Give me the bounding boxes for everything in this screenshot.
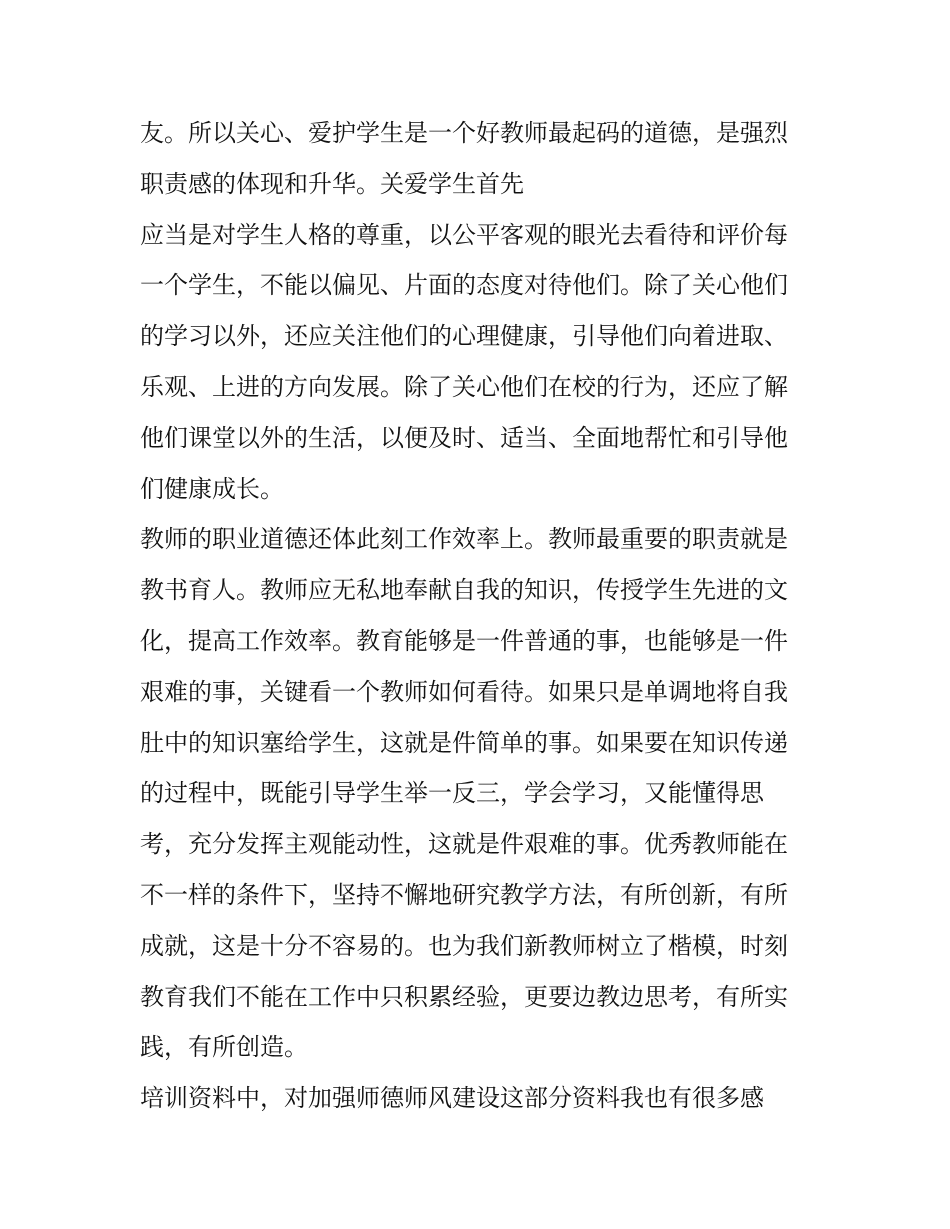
text-line: 不一样的条件下，坚持不懈地研究教学方法，有所创新，有所: [140, 880, 788, 909]
text-line: 成就，这是十分不容易的。也为我们新教师树立了楷模，时刻: [140, 931, 788, 960]
text-line: 一个学生，不能以偏见、片面的态度对待他们。除了关心他们: [140, 271, 788, 300]
text-line: 教书育人。教师应无私地奉献自我的知识，传授学生先进的文: [140, 576, 788, 605]
text-line: 们健康成长。: [140, 474, 284, 503]
text-line: 肚中的知识塞给学生，这就是件简单的事。如果要在知识传递: [140, 728, 788, 757]
text-line: 践，有所创造。: [140, 1033, 308, 1062]
text-line: 培训资料中，对加强师德师风建设这部分资料我也有很多感: [140, 1084, 764, 1113]
text-line: 艰难的事，关键看一个教师如何看待。如果只是单调地将自我: [140, 677, 788, 706]
text-line: 化，提高工作效率。教育能够是一件普通的事，也能够是一件: [140, 626, 788, 655]
text-line: 他们课堂以外的生活，以便及时、适当、全面地帮忙和引导他: [140, 423, 788, 452]
text-line: 教育我们不能在工作中只积累经验，更要边教边思考，有所实: [140, 982, 788, 1011]
text-line: 教师的职业道德还体此刻工作效率上。教师最重要的职责就是: [140, 525, 788, 554]
text-line: 应当是对学生人格的尊重，以公平客观的眼光去看待和评价每: [140, 220, 788, 249]
text-line: 乐观、上进的方向发展。除了关心他们在校的行为，还应了解: [140, 372, 788, 401]
text-line: 的过程中，既能引导学生举一反三，学会学习，又能懂得思: [140, 779, 764, 808]
text-line: 的学习以外，还应关注他们的心理健康，引导他们向着进取、: [140, 322, 788, 351]
text-line: 考，充分发挥主观能动性，这就是件艰难的事。优秀教师能在: [140, 830, 788, 859]
text-line: 友。所以关心、爱护学生是一个好教师最起码的道德，是强烈: [140, 119, 788, 147]
document-body: [140, 108, 820, 1124]
text-line: 职责感的体现和升华。关爱学生首先: [140, 169, 524, 198]
